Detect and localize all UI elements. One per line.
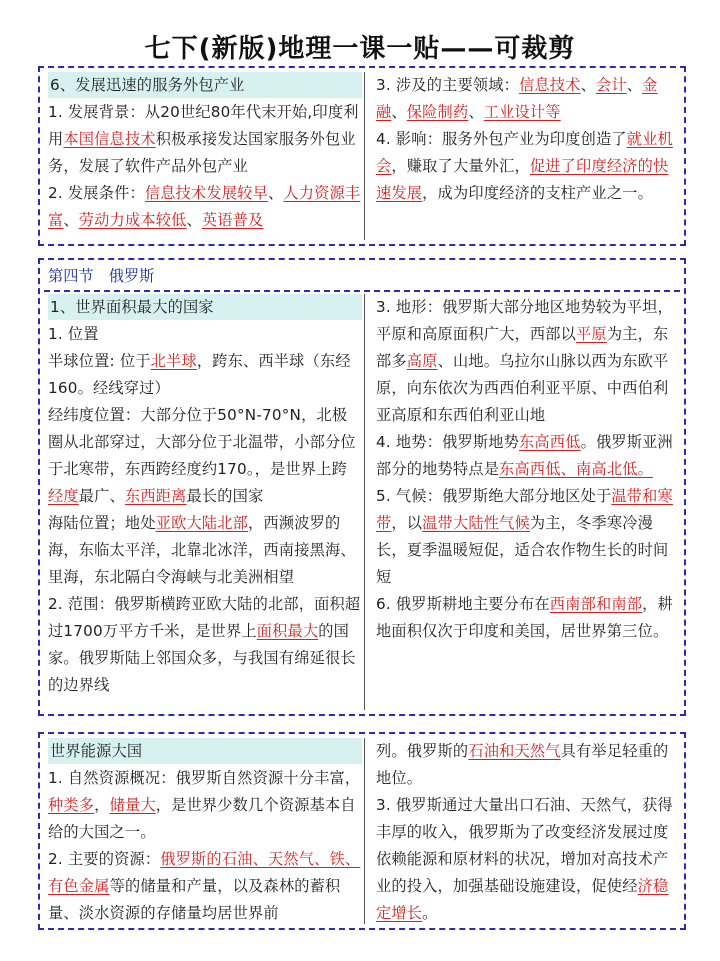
section-rule [44, 290, 680, 292]
paragraph [376, 429, 680, 483]
page-title: 七下(新版)地理一课一贴——可裁剪 [144, 34, 576, 64]
text-run: 、 [267, 184, 284, 202]
text-run: 、 [391, 103, 407, 121]
text-run: 。俄罗斯亚洲部分的地势特点是 [376, 433, 673, 478]
paragraph [48, 510, 362, 591]
text-run: 3. 地形：俄罗斯大部分地区地势较为平坦，平原和高原面积广大，西部以 [376, 298, 673, 343]
text-run: ，赚取了大量外汇， [391, 157, 530, 175]
text-run: 3. 俄罗斯通过大量出口石油、天然气，获得丰厚的收入，俄罗斯为了改变经济发展过度依赖能源和原材料的状况，增加对高技术产业的投入，加强基础设施建设，促使经 [376, 796, 673, 895]
key-term: 劳动力成本较低 [78, 211, 187, 229]
paragraph [376, 294, 680, 429]
text-run: 、山地。乌拉尔山脉以西为东欧平原，向东依次为西西伯利亚平原、中西伯利亚高原和东西伯利亚山地 [376, 352, 669, 424]
text-run: 、 [63, 211, 79, 229]
section1-heading: 6、发展迅速的服务外包产业 [48, 72, 362, 98]
section3-heading: 世界能源大国 [48, 738, 362, 764]
section-russia [38, 258, 686, 716]
key-term: 本国信息技术 [63, 130, 156, 148]
text-run: 5. 气候：俄罗斯绝大部分地区处于 [376, 487, 612, 505]
key-term: 东高西低 [519, 433, 581, 451]
text-run: ，是世界少数几个资源基本自给的大国之一。 [48, 796, 356, 841]
paragraph [48, 99, 362, 180]
text-run: 为主，东部多 [376, 325, 669, 370]
key-term: 温带大陆性气候 [422, 514, 530, 532]
paragraph [48, 765, 362, 846]
text-run: 为主，冬季寒冷漫长，夏季温暖短促，适合农作物生长的时间短 [376, 514, 669, 586]
text-run: 2. 发展条件： [48, 184, 145, 202]
paragraph [376, 72, 680, 126]
key-term: 促进了印度经济的快速发展 [376, 157, 669, 202]
key-term: 高原 [406, 352, 438, 370]
key-term: 种类多 [48, 796, 95, 814]
key-term: 温带和寒带 [376, 487, 673, 532]
text-run: 1. 位置 [48, 325, 99, 343]
key-term: 东高西低、南高北低。 [499, 460, 653, 478]
paragraph [48, 321, 362, 348]
text-run: 1. 自然资源概况：俄罗斯自然资源十分丰富， [48, 769, 361, 787]
text-run: 、 [186, 211, 202, 229]
key-term: 就业机会 [376, 130, 673, 175]
text-run: 积极承接发达国家服务外包业务，发展了软件产品外包产业 [48, 130, 356, 175]
key-term: 信息技术 [519, 76, 581, 94]
text-run: 等的储量和产量，以及森林的蓄积量、淡水资源的存储量均居世界前 [48, 877, 341, 922]
paragraph [376, 126, 680, 207]
text-run: 最长的国家 [186, 487, 264, 505]
key-term: 工业设计等 [483, 103, 561, 121]
section2-heading: 1、世界面积最大的国家 [48, 294, 362, 320]
text-run: 1. 发展背景：从20世纪80年代末开始,印度利用 [48, 103, 359, 148]
section3-right-column [376, 738, 680, 924]
column-divider [364, 72, 365, 240]
text-run: 、 [468, 103, 484, 121]
text-run: 经纬度位置：大部分位于50°N-70°N，北极圈从北部穿过，大部分位于北温带，小部分位于北寒带，东西跨经度约170。，是世界上跨 [48, 406, 356, 478]
text-run: 6. 俄罗斯耕地主要分布在 [376, 595, 550, 613]
column-divider [364, 294, 365, 710]
text-run: 2. 范围：俄罗斯横跨亚欧大陆的北部，面积超过1700万平方千米，是世界上 [48, 595, 361, 640]
paragraph [376, 738, 680, 792]
key-term: 会计 [595, 76, 627, 94]
key-term: 面积最大 [256, 622, 319, 640]
section-service-outsourcing [38, 66, 686, 246]
paragraph [48, 348, 362, 402]
text-run: 列。俄罗斯的 [376, 742, 469, 760]
key-term: 俄罗斯的石油、天然气、铁、有色金属 [48, 850, 361, 895]
key-term: 平原 [576, 325, 607, 343]
text-run: 、 [580, 76, 596, 94]
key-term: 石油和天然气 [468, 742, 561, 760]
text-run: ，西濒波罗的海，东临太平洋，北靠北冰洋，西南接黑海、里海，东北隔白令海峡与北美洲相望 [48, 514, 356, 586]
column-divider [364, 738, 365, 924]
text-run: 具有举足轻重的地位。 [376, 742, 669, 787]
section-energy [38, 732, 686, 930]
text-run: ，跨东、西半球（东经160。经线穿过） [48, 352, 351, 397]
text-run: 4. 地势：俄罗斯地势 [376, 433, 520, 451]
key-term: 经度 [48, 487, 79, 505]
section1-right-column [376, 72, 680, 240]
text-run: ， [94, 796, 110, 814]
text-run: 的国家。俄罗斯陆上邻国众多，与我国有绵延很长的边界线 [48, 622, 356, 694]
key-term: 亚欧大陆北部 [155, 514, 249, 532]
key-term: 储量大 [109, 796, 156, 814]
paragraph [376, 792, 680, 927]
text-run: 最广、 [78, 487, 125, 505]
key-term: 英语普及 [201, 211, 264, 229]
paragraph [376, 591, 680, 645]
key-term: 济稳定增长 [376, 877, 669, 922]
paragraph [48, 402, 362, 510]
paragraph [48, 591, 362, 699]
section2-right-column [376, 294, 680, 710]
text-run: ，以 [391, 514, 423, 532]
paragraph [376, 483, 680, 591]
paragraph [48, 180, 362, 234]
key-term: 西南部和南部 [549, 595, 643, 613]
key-term: 信息技术发展较早 [144, 184, 268, 202]
section3-left-column [48, 738, 362, 924]
text-run: 、 [626, 76, 643, 94]
key-term: 人力资源丰富 [48, 184, 361, 229]
key-term: 金融 [376, 76, 658, 121]
section2-left-column [48, 294, 362, 710]
text-run: ，成为印度经济的支柱产业之一。 [422, 184, 653, 202]
key-term: 北半球 [150, 352, 197, 370]
key-term: 保险制药 [406, 103, 469, 121]
text-run: 2. 主要的资源： [48, 850, 161, 868]
chapter-title: 第四节 俄罗斯 [48, 267, 155, 285]
key-term: 东西距离 [124, 487, 187, 505]
text-run: 3. 涉及的主要领域： [376, 76, 520, 94]
section1-left-column [48, 72, 362, 240]
text-run: ，耕地面积仅次于印度和美国，居世界第三位。 [376, 595, 673, 640]
text-run: 。 [422, 904, 438, 922]
paragraph [48, 846, 362, 927]
text-run: 4. 影响：服务外包产业为印度创造了 [376, 130, 627, 148]
text-run: 海陆位置；地处 [48, 514, 156, 532]
text-run: 半球位置: 位于 [48, 352, 151, 370]
